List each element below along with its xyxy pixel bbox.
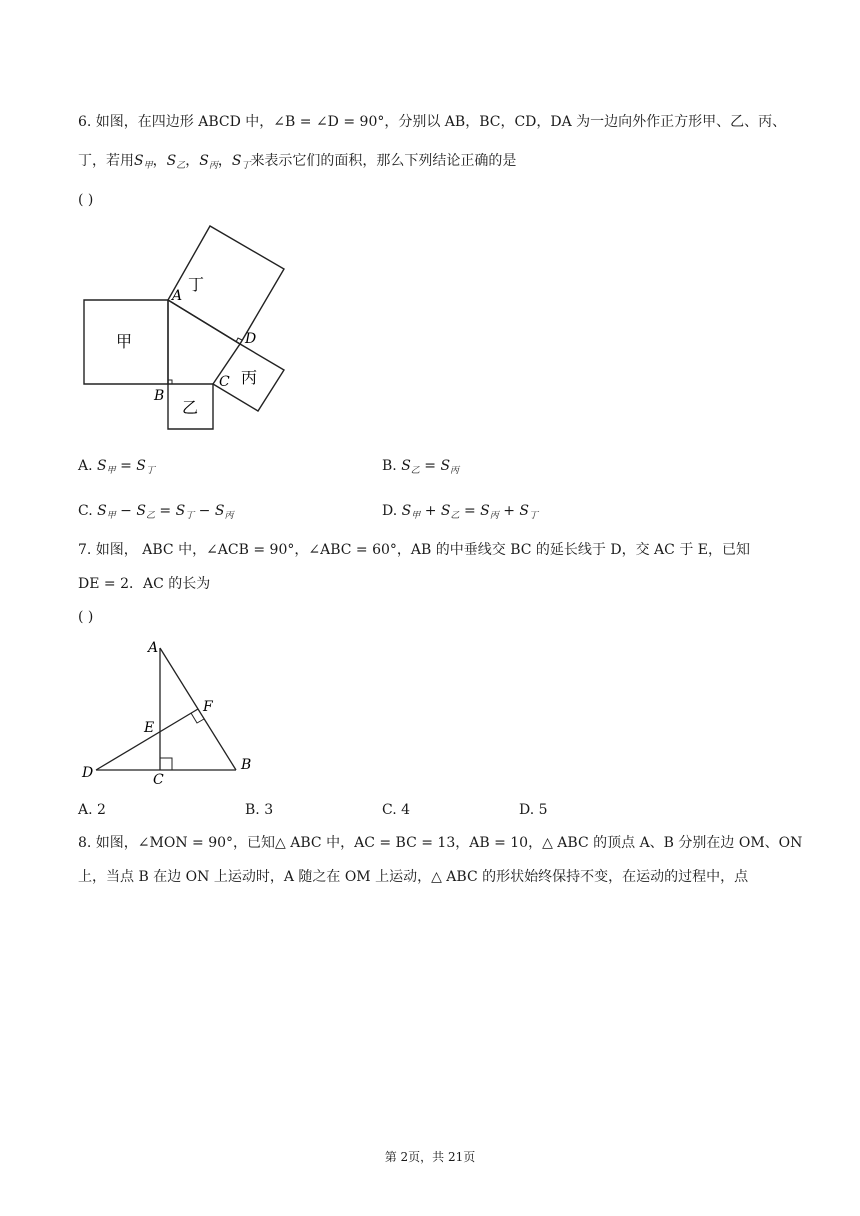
q6-option-b[interactable] (382, 456, 459, 481)
plus: + (498, 503, 520, 519)
option-label: B. (382, 458, 397, 474)
sub-ding: 丁 (145, 466, 155, 476)
vertex-e: E (144, 720, 155, 736)
q6-option-a[interactable] (78, 456, 155, 481)
s-symbol: S (231, 153, 242, 169)
s-symbol: S (166, 153, 177, 169)
sub-jia: 甲 (106, 511, 116, 521)
q8-text-line1: 8. 如图，∠MON = 90°，已知△ ABC 中，AC = BC = 13，AB = 10，△ ABC 的顶点 A、B 分别在边 OM、ON (78, 835, 803, 851)
s-symbol: S (401, 503, 412, 519)
s-symbol: S (214, 503, 225, 519)
q7-text-line1: 7. 如图， ABC 中，∠ACB = 90°，∠ABC = 60°，AB 的中垂线交 BC 的延长线于 D，交 AC 于 E，已知 (78, 542, 750, 558)
q7-answer-paren: ( ) (78, 609, 94, 625)
q7-figure (78, 636, 268, 791)
s-symbol: S (134, 153, 144, 169)
q7-option-d[interactable]: D. 5 (519, 802, 548, 818)
square-ding (168, 226, 284, 344)
q6-text-line2 (78, 151, 516, 176)
sub-jia: 甲 (106, 466, 116, 476)
q6-option-d[interactable] (382, 501, 538, 526)
comma: ， (217, 153, 232, 169)
q8-text-line2: 上，当点 B 在边 ON 上运动时，A 随之在 OM 上运动，△ ABC 的形状始终保持不变，在运动的过程中，点 (78, 869, 749, 885)
s-symbol: S (97, 503, 107, 519)
equals: = (459, 503, 481, 519)
q6-figure (78, 220, 298, 435)
comma: ， (185, 153, 200, 169)
s-symbol: S (199, 153, 209, 169)
q7-option-b[interactable]: B. 3 (245, 802, 274, 818)
vertex-f: F (203, 699, 213, 715)
vertex-c: C (219, 374, 230, 390)
sub-ding: 丁 (241, 161, 251, 171)
option-label: A. (78, 458, 93, 474)
s-symbol: S (175, 503, 186, 519)
s-symbol: S (401, 458, 411, 474)
q6-text-line1: 6. 如图，在四边形 ABCD 中，∠B = ∠D = 90°，分别以 AB，BC，CD，DA 为一边向外作正方形甲、乙、丙、 (78, 114, 787, 130)
q6-line2-prefix: 丁，若用 (78, 153, 134, 169)
minus: − (115, 503, 137, 519)
label-jia: 甲 (115, 332, 133, 351)
sub-ding: 丁 (528, 511, 538, 521)
vertex-a: A (148, 640, 159, 656)
plus: + (420, 503, 441, 519)
sub-yi: 乙 (145, 511, 155, 521)
vertex-d: D (245, 331, 257, 347)
sub-yi: 乙 (410, 466, 420, 476)
s-symbol: S (440, 503, 451, 519)
q7-option-a[interactable]: A. 2 (78, 802, 106, 818)
sub-yi: 乙 (176, 161, 186, 171)
sub-bing: 丙 (450, 466, 460, 476)
s-symbol: S (440, 458, 451, 474)
sub-ding: 丁 (185, 511, 195, 521)
minus: − (194, 503, 215, 519)
vertex-a: A (172, 288, 183, 304)
vertex-b: B (154, 388, 165, 404)
s-symbol: S (519, 503, 529, 519)
q7-text-line2: DE = 2．AC 的长为 (78, 576, 211, 592)
q6-answer-paren: ( ) (78, 192, 94, 208)
q6-line2-suffix: 来表示它们的面积，那么下列结论正确的是 (250, 153, 517, 169)
option-label: D. (382, 503, 398, 519)
page-footer: 第 2页，共 21页 (384, 1150, 476, 1164)
sub-jia: 甲 (143, 161, 153, 171)
option-label: C. (78, 503, 93, 519)
label-bing: 丙 (240, 368, 258, 387)
label-yi: 乙 (181, 398, 199, 417)
side-ad (168, 300, 240, 344)
s-symbol: S (480, 503, 490, 519)
equals: = (154, 503, 176, 519)
vertex-c: C (153, 772, 164, 788)
sub-bing: 丙 (208, 161, 218, 171)
comma: ， (152, 153, 167, 169)
s-symbol: S (97, 458, 107, 474)
q7-option-c[interactable]: C. 4 (382, 802, 411, 818)
s-symbol: S (136, 458, 146, 474)
q6-option-c[interactable] (78, 501, 233, 526)
equals: = (115, 458, 137, 474)
sub-bing: 丙 (489, 511, 499, 521)
vertex-b: B (241, 757, 252, 773)
sub-bing: 丙 (224, 511, 234, 521)
right-angle-c (160, 758, 172, 770)
vertex-d: D (82, 765, 94, 781)
label-ding: 丁 (187, 275, 205, 294)
sub-yi: 乙 (450, 511, 460, 521)
s-symbol: S (136, 503, 146, 519)
sub-jia: 甲 (411, 511, 421, 521)
equals: = (419, 458, 441, 474)
segment-df (96, 709, 198, 770)
